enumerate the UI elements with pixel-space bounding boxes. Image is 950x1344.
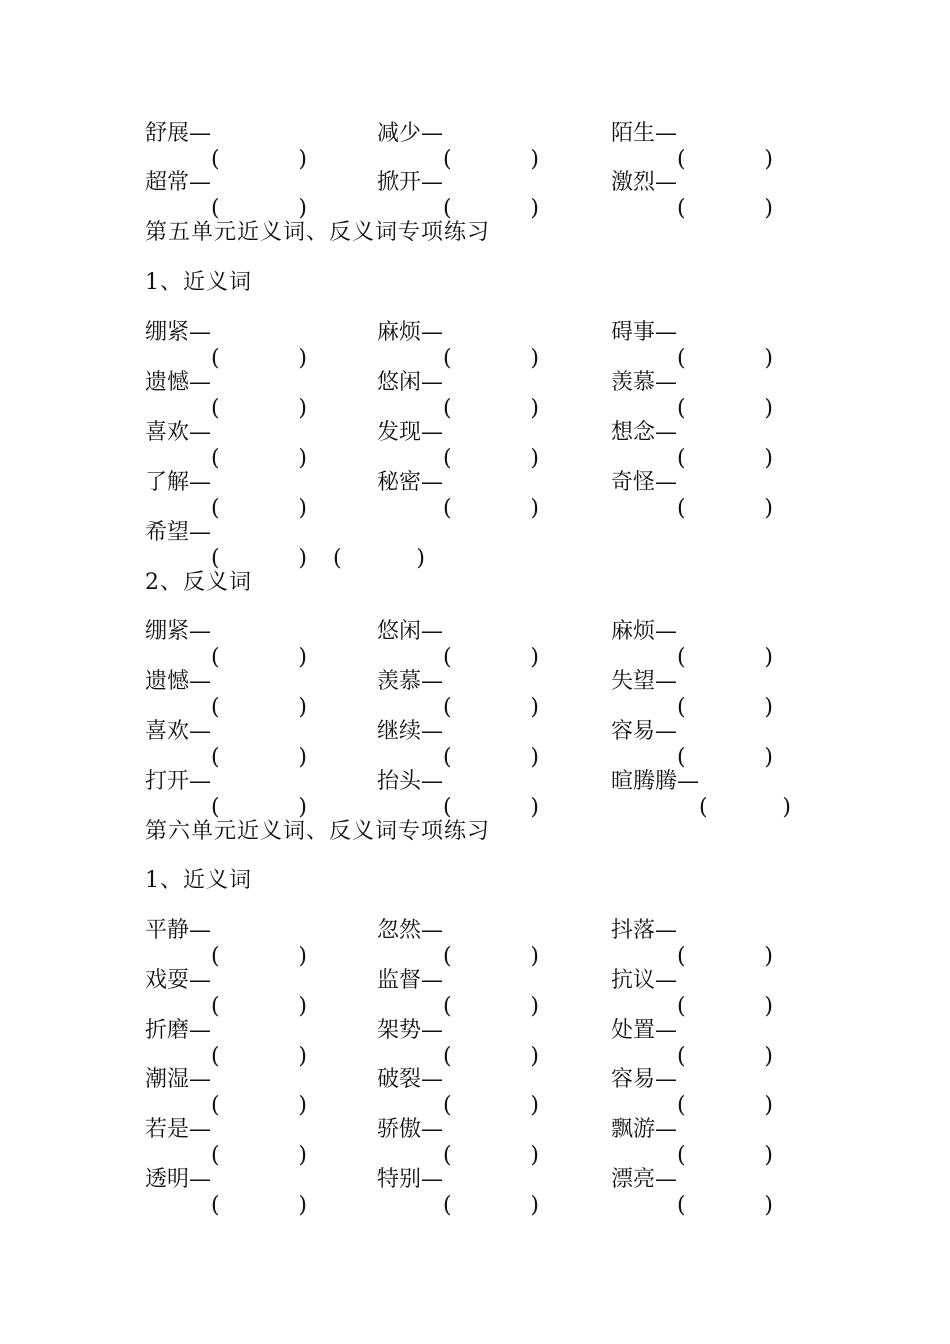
close-paren: ) bbox=[298, 795, 308, 820]
open-paren: ( bbox=[211, 1093, 220, 1118]
dash: — bbox=[655, 1167, 678, 1192]
close-paren: ) bbox=[764, 944, 774, 969]
prompt-word: 平静 bbox=[145, 918, 190, 943]
dash: — bbox=[655, 1117, 678, 1142]
prompt-word: 碍事 bbox=[611, 320, 656, 345]
prompt-word: 希望 bbox=[145, 520, 190, 545]
close-paren: ) bbox=[764, 1143, 774, 1168]
dash: — bbox=[421, 1018, 444, 1043]
close-paren: ) bbox=[298, 745, 308, 770]
open-paren: ( bbox=[443, 745, 452, 770]
open-paren: ( bbox=[677, 645, 686, 670]
dash: — bbox=[189, 121, 212, 146]
word-pair bbox=[145, 612, 308, 670]
open-paren: ( bbox=[443, 1093, 452, 1118]
open-paren: ( bbox=[333, 546, 342, 571]
prompt-word: 舒展 bbox=[145, 121, 190, 146]
word-pair bbox=[611, 1110, 774, 1168]
open-paren: ( bbox=[443, 396, 452, 421]
close-paren: ) bbox=[298, 546, 308, 571]
dash: — bbox=[655, 121, 678, 146]
open-paren: ( bbox=[677, 745, 686, 770]
dash: — bbox=[655, 170, 678, 195]
prompt-word: 破裂 bbox=[377, 1067, 422, 1092]
dash: — bbox=[421, 619, 444, 644]
prompt-word: 折磨 bbox=[145, 1018, 190, 1043]
open-paren: ( bbox=[677, 994, 686, 1019]
prompt-word: 监督 bbox=[377, 968, 422, 993]
word-pair bbox=[377, 363, 540, 421]
prompt-word: 遗憾 bbox=[145, 370, 190, 395]
dash: — bbox=[189, 420, 212, 445]
open-paren: ( bbox=[211, 446, 220, 471]
close-paren: ) bbox=[530, 1044, 540, 1069]
dash: — bbox=[421, 1167, 444, 1192]
word-pair bbox=[611, 911, 774, 969]
word-pair bbox=[145, 413, 308, 471]
close-paren: ) bbox=[298, 1093, 308, 1118]
word-pair bbox=[145, 114, 308, 172]
dash: — bbox=[655, 420, 678, 445]
dash: — bbox=[655, 1067, 678, 1092]
word-pair bbox=[377, 612, 540, 670]
close-paren: ) bbox=[298, 346, 308, 371]
open-paren: ( bbox=[443, 446, 452, 471]
close-paren: ) bbox=[298, 147, 308, 172]
close-paren: ) bbox=[764, 994, 774, 1019]
prompt-word: 若是 bbox=[145, 1117, 190, 1142]
word-pair bbox=[377, 313, 540, 371]
open-paren: ( bbox=[211, 944, 220, 969]
word-pair bbox=[145, 463, 308, 521]
close-paren: ) bbox=[530, 695, 540, 720]
prompt-word: 忽然 bbox=[377, 918, 422, 943]
prompt-word: 戏耍 bbox=[145, 968, 190, 993]
open-paren: ( bbox=[443, 795, 452, 820]
open-paren: ( bbox=[211, 795, 220, 820]
dash: — bbox=[189, 1018, 212, 1043]
dash: — bbox=[421, 968, 444, 993]
open-paren: ( bbox=[677, 446, 686, 471]
close-paren: ) bbox=[298, 196, 308, 221]
close-paren: ) bbox=[530, 147, 540, 172]
prompt-word: 奇怪 bbox=[611, 470, 656, 495]
open-paren: ( bbox=[677, 1044, 686, 1069]
dash: — bbox=[421, 669, 444, 694]
prompt-word: 想念 bbox=[611, 420, 656, 445]
prompt-word: 飘游 bbox=[611, 1117, 656, 1142]
open-paren: ( bbox=[443, 645, 452, 670]
prompt-word: 掀开 bbox=[377, 170, 422, 195]
prompt-word: 悠闲 bbox=[377, 619, 422, 644]
word-pair bbox=[377, 1011, 540, 1069]
open-paren: ( bbox=[211, 994, 220, 1019]
close-paren: ) bbox=[530, 396, 540, 421]
word-pair bbox=[377, 762, 540, 820]
close-paren: ) bbox=[298, 1044, 308, 1069]
open-paren: ( bbox=[443, 994, 452, 1019]
dash: — bbox=[189, 370, 212, 395]
dash: — bbox=[421, 769, 444, 794]
close-paren: ) bbox=[298, 944, 308, 969]
close-paren: ) bbox=[298, 645, 308, 670]
word-pair bbox=[145, 662, 308, 720]
prompt-word: 抬头 bbox=[377, 769, 422, 794]
word-pair bbox=[377, 1110, 540, 1168]
prompt-word: 遗憾 bbox=[145, 669, 190, 694]
subsection-title: 1、近义词 bbox=[145, 270, 252, 295]
open-paren: ( bbox=[211, 645, 220, 670]
word-pair bbox=[611, 413, 774, 471]
open-paren: ( bbox=[677, 196, 686, 221]
word-pair bbox=[611, 1160, 774, 1218]
prompt-word: 麻烦 bbox=[377, 320, 422, 345]
prompt-word: 特别 bbox=[377, 1167, 422, 1192]
word-pair bbox=[145, 1160, 308, 1218]
close-paren: ) bbox=[764, 147, 774, 172]
dash: — bbox=[189, 719, 212, 744]
open-paren: ( bbox=[443, 1044, 452, 1069]
close-paren: ) bbox=[764, 396, 774, 421]
prompt-word: 激烈 bbox=[611, 170, 656, 195]
word-pair bbox=[377, 163, 540, 221]
close-paren: ) bbox=[764, 1044, 774, 1069]
word-pair bbox=[145, 961, 308, 1019]
word-pair bbox=[611, 1011, 774, 1069]
subsection-title: 1、近义词 bbox=[145, 868, 252, 893]
prompt-word: 羡慕 bbox=[377, 669, 422, 694]
close-paren: ) bbox=[298, 994, 308, 1019]
close-paren: ) bbox=[782, 795, 792, 820]
word-pair bbox=[611, 163, 774, 221]
close-paren: ) bbox=[530, 645, 540, 670]
section-title: 第六单元近义词、反义词专项练习 bbox=[145, 819, 491, 844]
dash: — bbox=[189, 968, 212, 993]
word-pair bbox=[611, 712, 774, 770]
prompt-word: 秘密 bbox=[377, 470, 422, 495]
open-paren: ( bbox=[211, 695, 220, 720]
close-paren: ) bbox=[530, 196, 540, 221]
word-pair bbox=[611, 114, 774, 172]
open-paren: ( bbox=[211, 346, 220, 371]
prompt-word: 绷紧 bbox=[145, 320, 190, 345]
close-paren: ) bbox=[298, 396, 308, 421]
open-paren: ( bbox=[443, 695, 452, 720]
dash: — bbox=[655, 968, 678, 993]
word-pair bbox=[611, 313, 774, 371]
close-paren: ) bbox=[530, 1093, 540, 1118]
open-paren: ( bbox=[677, 496, 686, 521]
dash: — bbox=[421, 918, 444, 943]
prompt-word: 陌生 bbox=[611, 121, 656, 146]
open-paren: ( bbox=[211, 1143, 220, 1168]
open-paren: ( bbox=[211, 745, 220, 770]
open-paren: ( bbox=[211, 1044, 220, 1069]
dash: — bbox=[655, 1018, 678, 1043]
close-paren: ) bbox=[764, 1193, 774, 1218]
prompt-word: 透明 bbox=[145, 1167, 190, 1192]
open-paren: ( bbox=[211, 196, 220, 221]
open-paren: ( bbox=[211, 496, 220, 521]
open-paren: ( bbox=[211, 147, 220, 172]
word-pair bbox=[377, 413, 540, 471]
open-paren: ( bbox=[677, 1143, 686, 1168]
dash: — bbox=[421, 470, 444, 495]
word-pair bbox=[611, 612, 774, 670]
word-pair bbox=[145, 363, 308, 421]
dash: — bbox=[421, 370, 444, 395]
prompt-word: 处置 bbox=[611, 1018, 656, 1043]
section-title: 第五单元近义词、反义词专项练习 bbox=[145, 220, 491, 245]
close-paren: ) bbox=[764, 695, 774, 720]
open-paren: ( bbox=[699, 795, 708, 820]
close-paren: ) bbox=[530, 944, 540, 969]
prompt-word: 骄傲 bbox=[377, 1117, 422, 1142]
word-pair bbox=[145, 762, 308, 820]
dash: — bbox=[189, 1167, 212, 1192]
word-pair bbox=[611, 662, 774, 720]
dash: — bbox=[655, 918, 678, 943]
close-paren: ) bbox=[530, 496, 540, 521]
open-paren: ( bbox=[211, 396, 220, 421]
close-paren: ) bbox=[530, 446, 540, 471]
close-paren: ) bbox=[764, 346, 774, 371]
prompt-word: 架势 bbox=[377, 1018, 422, 1043]
close-paren: ) bbox=[764, 645, 774, 670]
dash: — bbox=[189, 320, 212, 345]
prompt-word: 抗议 bbox=[611, 968, 656, 993]
prompt-word: 发现 bbox=[377, 420, 422, 445]
prompt-word: 羡慕 bbox=[611, 370, 656, 395]
word-pair bbox=[145, 1110, 308, 1168]
dash: — bbox=[421, 1117, 444, 1142]
prompt-word: 潮湿 bbox=[145, 1067, 190, 1092]
open-paren: ( bbox=[677, 1093, 686, 1118]
dash: — bbox=[189, 1067, 212, 1092]
open-paren: ( bbox=[443, 196, 452, 221]
word-pair bbox=[377, 911, 540, 969]
word-pair bbox=[611, 1060, 774, 1118]
word-pair bbox=[377, 961, 540, 1019]
close-paren: ) bbox=[764, 496, 774, 521]
dash: — bbox=[655, 370, 678, 395]
word-pair bbox=[611, 961, 774, 1019]
dash: — bbox=[421, 420, 444, 445]
close-paren: ) bbox=[530, 795, 540, 820]
open-paren: ( bbox=[443, 944, 452, 969]
prompt-word: 抖落 bbox=[611, 918, 656, 943]
open-paren: ( bbox=[677, 695, 686, 720]
close-paren: ) bbox=[530, 745, 540, 770]
close-paren: ) bbox=[530, 1143, 540, 1168]
open-paren: ( bbox=[677, 396, 686, 421]
prompt-word: 减少 bbox=[377, 121, 422, 146]
open-paren: ( bbox=[677, 147, 686, 172]
open-paren: ( bbox=[211, 546, 220, 571]
dash: — bbox=[189, 170, 212, 195]
close-paren: ) bbox=[298, 695, 308, 720]
prompt-word: 容易 bbox=[611, 1067, 656, 1092]
prompt-word: 了解 bbox=[145, 470, 190, 495]
word-pair bbox=[611, 463, 774, 521]
dash: — bbox=[655, 470, 678, 495]
dash: — bbox=[189, 1117, 212, 1142]
close-paren: ) bbox=[298, 1193, 308, 1218]
dash: — bbox=[189, 619, 212, 644]
close-paren: ) bbox=[764, 446, 774, 471]
open-paren: ( bbox=[443, 496, 452, 521]
close-paren: ) bbox=[764, 745, 774, 770]
dash: — bbox=[421, 320, 444, 345]
dash: — bbox=[421, 719, 444, 744]
prompt-word: 容易 bbox=[611, 719, 656, 744]
word-pair bbox=[377, 712, 540, 770]
word-pair bbox=[145, 1060, 308, 1118]
dash: — bbox=[189, 669, 212, 694]
dash: — bbox=[655, 320, 678, 345]
prompt-word: 悠闲 bbox=[377, 370, 422, 395]
word-pair bbox=[145, 163, 308, 221]
dash: — bbox=[677, 769, 700, 794]
dash: — bbox=[655, 619, 678, 644]
prompt-word: 喜欢 bbox=[145, 719, 190, 744]
close-paren: ) bbox=[764, 196, 774, 221]
dash: — bbox=[189, 470, 212, 495]
prompt-word: 绷紧 bbox=[145, 619, 190, 644]
open-paren: ( bbox=[211, 1193, 220, 1218]
close-paren: ) bbox=[530, 994, 540, 1019]
dash: — bbox=[655, 719, 678, 744]
open-paren: ( bbox=[443, 1193, 452, 1218]
open-paren: ( bbox=[443, 1143, 452, 1168]
subsection-title: 2、反义词 bbox=[145, 570, 252, 595]
word-pair bbox=[377, 1160, 540, 1218]
open-paren: ( bbox=[443, 147, 452, 172]
prompt-word: 超常 bbox=[145, 170, 190, 195]
word-pair bbox=[611, 762, 792, 820]
prompt-word: 麻烦 bbox=[611, 619, 656, 644]
word-pair bbox=[145, 313, 308, 371]
word-pair bbox=[377, 114, 540, 172]
answer-blank-second[interactable] bbox=[333, 513, 429, 571]
word-pair bbox=[377, 662, 540, 720]
close-paren: ) bbox=[764, 1093, 774, 1118]
prompt-word: 继续 bbox=[377, 719, 422, 744]
close-paren: ) bbox=[530, 346, 540, 371]
dash: — bbox=[189, 520, 212, 545]
word-pair bbox=[611, 363, 774, 421]
open-paren: ( bbox=[677, 346, 686, 371]
dash: — bbox=[421, 121, 444, 146]
open-paren: ( bbox=[677, 1193, 686, 1218]
close-paren: ) bbox=[298, 446, 308, 471]
word-pair bbox=[145, 1011, 308, 1069]
dash: — bbox=[421, 1067, 444, 1092]
dash: — bbox=[655, 669, 678, 694]
prompt-word: 漂亮 bbox=[611, 1167, 656, 1192]
close-paren: ) bbox=[298, 1143, 308, 1168]
prompt-word: 打开 bbox=[145, 769, 190, 794]
dash: — bbox=[189, 918, 212, 943]
word-pair bbox=[145, 911, 308, 969]
word-pair bbox=[145, 712, 308, 770]
close-paren: ) bbox=[298, 496, 308, 521]
close-paren: ) bbox=[530, 1193, 540, 1218]
prompt-word: 失望 bbox=[611, 669, 656, 694]
word-pair bbox=[377, 463, 540, 521]
open-paren: ( bbox=[443, 346, 452, 371]
word-pair bbox=[377, 1060, 540, 1118]
prompt-word: 暄腾腾 bbox=[611, 769, 678, 794]
close-paren: ) bbox=[416, 546, 425, 571]
dash: — bbox=[421, 170, 444, 195]
word-pair bbox=[145, 513, 308, 571]
prompt-word: 喜欢 bbox=[145, 420, 190, 445]
dash: — bbox=[189, 769, 212, 794]
open-paren: ( bbox=[677, 944, 686, 969]
